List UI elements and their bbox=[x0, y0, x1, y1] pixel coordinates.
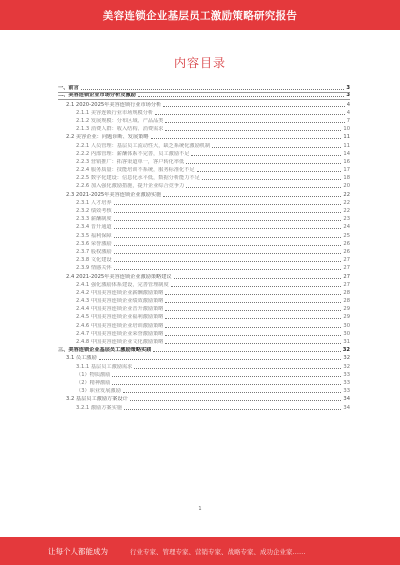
toc-leader-dots bbox=[114, 220, 342, 221]
toc-leader-dots bbox=[124, 409, 341, 410]
page-number: 1 bbox=[198, 506, 202, 512]
toc-entry-label: 2.2.1 人员管理：基层员工流动性大，缺乏系统化激励机制 bbox=[76, 142, 211, 149]
toc-entry-label: 2.1.1 美容连锁行业市场规模分析 bbox=[76, 109, 154, 116]
toc-entry-label: 2.3.1 人才培养 bbox=[76, 199, 112, 206]
toc-leader-dots bbox=[114, 212, 342, 213]
toc-entry-page: 27 bbox=[343, 273, 350, 280]
toc-entry-label: 2.4.1 强化激励体系建设，完善管理制度 bbox=[76, 281, 169, 288]
toc-entry-label: （1）物质激励 bbox=[76, 371, 111, 378]
toc-entry[interactable] bbox=[58, 215, 350, 223]
toc-entry-page: 31 bbox=[343, 339, 350, 345]
toc-entry-label: 3.2 基层员工激励方案设计 bbox=[66, 396, 128, 403]
toc-leader-dots bbox=[165, 318, 341, 319]
toc-entry[interactable] bbox=[58, 297, 350, 305]
toc-entry[interactable] bbox=[58, 141, 350, 149]
toc-entry-page: 26 bbox=[343, 248, 350, 255]
toc-entry[interactable] bbox=[58, 256, 350, 264]
toc-leader-dots bbox=[165, 310, 341, 311]
toc-entry-page: 30 bbox=[343, 330, 350, 337]
toc-entry-page: 32 bbox=[343, 363, 350, 370]
toc-entry-label: 2.3.3 薪酬制度 bbox=[76, 216, 112, 223]
toc-leader-dots bbox=[114, 269, 342, 270]
toc-entry[interactable] bbox=[58, 371, 350, 379]
toc-entry-label: 2.2.5 数字化建设：信息化水平低，数据分析能力不足 bbox=[76, 175, 200, 182]
toc-entry-page: 29 bbox=[343, 306, 350, 313]
toc-entry-page: 34 bbox=[343, 404, 350, 411]
toc-entry[interactable] bbox=[58, 199, 350, 207]
toc-list bbox=[58, 84, 350, 412]
toc-leader-dots bbox=[138, 96, 345, 97]
toc-entry[interactable] bbox=[58, 362, 350, 370]
toc-entry[interactable] bbox=[58, 354, 350, 362]
toc-entry[interactable] bbox=[58, 321, 350, 329]
toc-entry-label: 2.3.7 股权激励 bbox=[76, 248, 112, 255]
toc-leader-dots bbox=[114, 228, 342, 229]
toc-entry-label: 2.2.4 服务质量：技能培训不系统，服务标准化不足 bbox=[76, 167, 195, 174]
toc-entry-label: 2.3.5 福利保障 bbox=[76, 232, 112, 239]
toc-heading: 内容目录 bbox=[173, 56, 226, 70]
toc-leader-dots bbox=[151, 138, 342, 139]
toc-entry[interactable] bbox=[58, 305, 350, 313]
toc-entry-label: 3.1.1 基层员工激励需求 bbox=[76, 363, 133, 370]
toc-entry-label: 2.2.2 内部管理：薪酬体系不完善，员工激励不足 bbox=[76, 150, 190, 157]
toc-entry-label: 2.4 2021-2025年美容连锁企业激励策略建议 bbox=[66, 273, 172, 280]
toc-leader-dots bbox=[112, 376, 341, 377]
toc-entry[interactable] bbox=[58, 207, 350, 215]
toc-entry-label: 2.3.6 荣誉激励 bbox=[76, 240, 112, 247]
toc-entry-page: 3 bbox=[346, 92, 350, 99]
toc-entry-page: 33 bbox=[343, 379, 350, 386]
toc-entry-label: 2.3.4 晋升通道 bbox=[76, 224, 112, 231]
toc-entry-label: 2.2.3 营销推广：拓客渠道单一，客户转化率低 bbox=[76, 158, 185, 165]
footer-roles: 行业专家、管理专家、营销专家、战略专家、成功企业家…… bbox=[130, 547, 306, 556]
toc-leader-dots bbox=[112, 384, 341, 385]
toc-entry-label: 3.2.1 激励方案实施 bbox=[76, 404, 122, 411]
toc-entry[interactable] bbox=[58, 166, 350, 174]
toc-entry-page: 27 bbox=[343, 257, 350, 264]
toc-entry-page: 23 bbox=[343, 216, 350, 223]
toc-entry[interactable] bbox=[58, 92, 350, 100]
toc-entry-label: （2）精神激励 bbox=[76, 379, 111, 386]
toc-entry-page: 22 bbox=[343, 208, 350, 214]
toc-entry[interactable] bbox=[58, 109, 350, 117]
toc-entry-label: 2.3 2021-2025年美容连锁企业激励实施 bbox=[66, 191, 162, 198]
toc-entry-page: 4 bbox=[346, 109, 350, 116]
toc-entry-label: 二、美容连锁企业市场分析及激励 bbox=[58, 92, 136, 99]
toc-entry[interactable] bbox=[58, 158, 350, 166]
toc-entry-label: 2.3.8 文化建设 bbox=[76, 257, 112, 264]
toc-entry-label: 2.4.7 中国美容连锁企业荣誉激励策略 bbox=[76, 330, 164, 337]
toc-entry-label: 2.4.5 中国美容连锁企业福利激励策略 bbox=[76, 314, 164, 321]
toc-leader-dots bbox=[153, 351, 340, 352]
toc-entry-page: 32 bbox=[342, 347, 350, 354]
toc-entry[interactable] bbox=[58, 313, 350, 321]
toc-entry-label: 三、美容连锁企业基层员工激励策略实践 bbox=[58, 347, 152, 354]
toc-entry[interactable] bbox=[58, 117, 350, 125]
toc-entry-page: 16 bbox=[343, 158, 350, 165]
toc-entry[interactable] bbox=[58, 150, 350, 158]
toc-entry[interactable] bbox=[58, 182, 350, 190]
toc-entry-page: 29 bbox=[343, 314, 350, 321]
toc-entry-label: 2.1.2 发展规模：分布区域、产品品类 bbox=[76, 117, 164, 124]
toc-leader-dots bbox=[171, 286, 342, 287]
toc-entry-label: 3.1 员工激励 bbox=[66, 355, 97, 362]
toc-entry[interactable] bbox=[58, 272, 350, 280]
toc-entry-page: 10 bbox=[343, 126, 350, 133]
toc-entry-label: 2.3.2 绩效考核 bbox=[76, 208, 112, 214]
footer-slogan: 让每个人都能成为 bbox=[48, 546, 108, 556]
toc-entry-page: 3 bbox=[346, 85, 350, 92]
toc-leader-dots bbox=[114, 245, 342, 246]
toc-entry-label: 2.1.3 消费人群：收入结构、消费需求 bbox=[76, 126, 164, 133]
toc-entry-page: 34 bbox=[343, 396, 350, 403]
report-title: 美容连锁企业基层员工激励策略研究报告 bbox=[102, 9, 298, 22]
toc-entry-page: 27 bbox=[343, 281, 350, 288]
toc-entry-label: 2.4.6 中国美容连锁企业培训激励策略 bbox=[76, 322, 164, 329]
toc-entry-label: 2.4.8 中国美容连锁企业文化激励策略 bbox=[76, 339, 164, 345]
toc-entry-page: 14 bbox=[343, 150, 350, 157]
toc-entry-page: 28 bbox=[343, 298, 350, 305]
toc-entry-page: 7 bbox=[346, 117, 350, 124]
toc-leader-dots bbox=[114, 253, 342, 254]
toc-leader-dots bbox=[123, 392, 342, 393]
toc-entry-page: 32 bbox=[343, 355, 350, 362]
toc-entry-page: 25 bbox=[343, 232, 350, 239]
toc-entry[interactable] bbox=[58, 125, 350, 133]
toc-entry[interactable] bbox=[58, 240, 350, 248]
toc-entry[interactable] bbox=[58, 264, 350, 272]
toc-leader-dots bbox=[81, 89, 345, 90]
toc-leader-dots bbox=[114, 204, 342, 205]
toc-entry-label: 2.4.3 中国美容连锁企业绩效激励策略 bbox=[76, 298, 164, 305]
toc-leader-dots bbox=[165, 335, 341, 336]
toc-leader-dots bbox=[165, 130, 341, 131]
toc-leader-dots bbox=[114, 237, 342, 238]
toc-leader-dots bbox=[134, 368, 341, 369]
toc-leader-dots bbox=[114, 261, 342, 262]
toc-entry[interactable] bbox=[58, 281, 350, 289]
toc-entry-label: 2.4.2 中国美容连锁企业薪酬激励策略 bbox=[76, 289, 164, 296]
toc-entry[interactable] bbox=[58, 84, 350, 92]
toc-entry-page: 24 bbox=[343, 224, 350, 231]
toc-entry-page: 20 bbox=[343, 183, 350, 190]
toc-leader-dots bbox=[186, 187, 341, 188]
toc-leader-dots bbox=[165, 302, 341, 303]
toc-leader-dots bbox=[155, 114, 345, 115]
toc-leader-dots bbox=[165, 122, 344, 123]
toc-entry-page: 11 bbox=[343, 142, 350, 149]
toc-entry[interactable] bbox=[58, 190, 350, 198]
toc-entry[interactable] bbox=[58, 338, 350, 346]
page-header bbox=[0, 0, 400, 30]
toc-entry[interactable] bbox=[58, 231, 350, 239]
toc-entry-page: 30 bbox=[343, 322, 350, 329]
toc-leader-dots bbox=[191, 155, 341, 156]
toc-entry[interactable] bbox=[58, 174, 350, 182]
toc-entry[interactable] bbox=[58, 330, 350, 338]
toc-entry-page: 27 bbox=[343, 265, 350, 272]
toc-leader-dots bbox=[130, 400, 342, 401]
toc-entry[interactable] bbox=[58, 289, 350, 297]
toc-entry-label: （3）职业发展激励 bbox=[76, 388, 121, 395]
toc-leader-dots bbox=[99, 359, 342, 360]
toc-entry-page: 17 bbox=[343, 167, 350, 174]
toc-entry-label: 2.2.6 加入强化激励措施，提升企业综合竞争力 bbox=[76, 183, 185, 190]
toc-entry[interactable] bbox=[58, 387, 350, 395]
toc-entry[interactable] bbox=[58, 100, 350, 108]
toc-leader-dots bbox=[165, 343, 341, 344]
toc-leader-dots bbox=[174, 278, 342, 279]
toc-entry-page: 4 bbox=[346, 101, 350, 108]
toc-entry-page: 26 bbox=[343, 240, 350, 247]
toc-entry[interactable] bbox=[58, 248, 350, 256]
toc-leader-dots bbox=[212, 147, 341, 148]
toc-entry-label: 2.1 2020-2025年美容连锁行业市场分析 bbox=[66, 101, 162, 108]
toc-entry-page: 22 bbox=[343, 191, 350, 198]
toc-entry-label: 一、前言 bbox=[58, 85, 79, 92]
toc-entry-page: 18 bbox=[343, 175, 350, 182]
toc-entry-label: 2.4.4 中国美容连锁企业晋升激励策略 bbox=[76, 306, 164, 313]
toc-entry-page: 28 bbox=[343, 289, 350, 296]
toc-entry[interactable] bbox=[58, 379, 350, 387]
toc-entry-page: 22 bbox=[343, 199, 350, 206]
toc-entry[interactable] bbox=[58, 133, 350, 141]
toc-entry[interactable] bbox=[58, 346, 350, 354]
toc-entry-label: 2.2 美容企业：问题诊断、发展策略 bbox=[66, 134, 149, 141]
toc-entry[interactable] bbox=[58, 395, 350, 403]
toc-leader-dots bbox=[165, 294, 341, 295]
toc-leader-dots bbox=[163, 106, 344, 107]
toc-leader-dots bbox=[197, 171, 342, 172]
toc-entry[interactable] bbox=[58, 403, 350, 411]
toc-entry-page: 11 bbox=[343, 134, 350, 141]
toc-entry-page: 33 bbox=[343, 388, 350, 395]
toc-entry[interactable] bbox=[58, 223, 350, 231]
toc-leader-dots bbox=[165, 327, 341, 328]
toc-entry-page: 33 bbox=[343, 371, 350, 378]
toc-entry-label: 2.3.9 情感关怀 bbox=[76, 265, 112, 272]
toc-leader-dots bbox=[163, 196, 341, 197]
page-footer bbox=[0, 537, 400, 565]
toc-leader-dots bbox=[202, 179, 342, 180]
toc-leader-dots bbox=[186, 163, 341, 164]
